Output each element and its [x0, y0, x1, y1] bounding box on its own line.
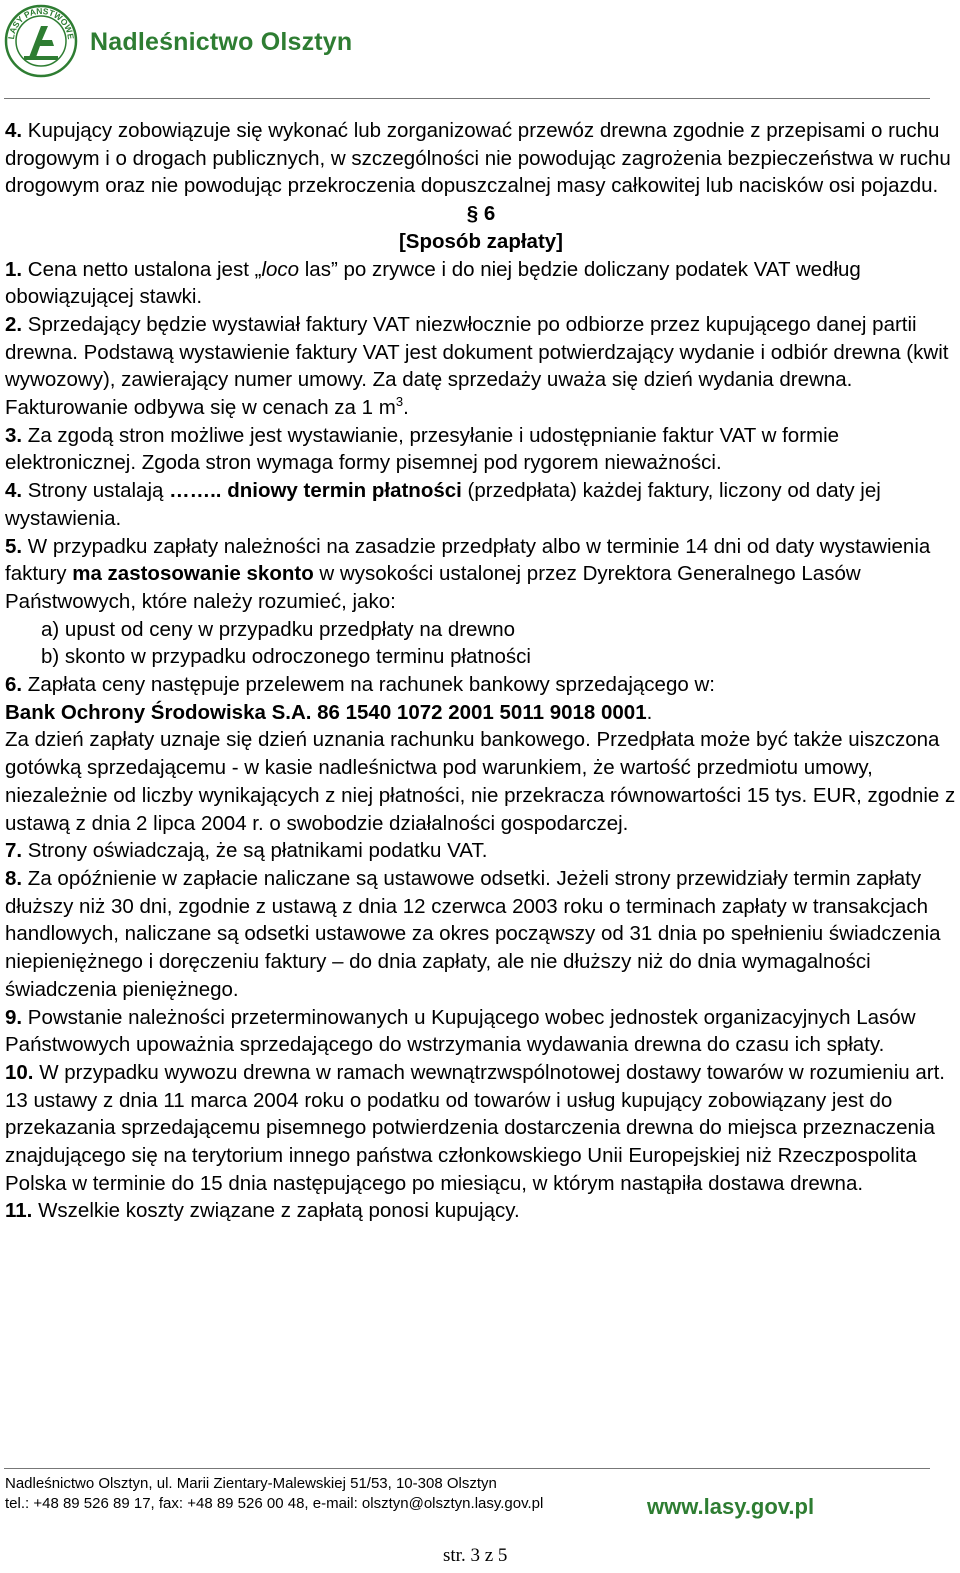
clause-3 [5, 422, 957, 477]
clause-number: 10. [5, 1060, 34, 1084]
section-title: [Sposób zapłaty] [398, 229, 563, 253]
footer-address: Nadleśnictwo Olsztyn, ul. Marii Zientary-Malewskiej 51/53, 10-308 Olsztyn [5, 1475, 497, 1492]
clause-1 [5, 256, 957, 311]
clause-6 [5, 671, 957, 699]
paragraph-number: 4. [5, 119, 23, 142]
clause-text: . [403, 396, 409, 420]
blank-placeholder: …….. [169, 479, 222, 503]
clause-text: (przedpłata) każdej faktury, liczony od daty jej wystawienia. [5, 479, 881, 530]
document-body [5, 117, 957, 1225]
organization-name: Nadleśnictwo Olsztyn [90, 28, 353, 56]
bank-account [5, 699, 957, 727]
bank-account-number: Bank Ochrony Środowiska S.A. 86 1540 1072 2001 5011 9018 0001 [5, 700, 647, 724]
superscript: 3 [395, 394, 404, 410]
clause-text: w wysokości ustalonej przez Dyrektora Generalnego Lasów Państwowych, które należy rozumieć, jako: [5, 562, 861, 613]
section-mark: § 6 [466, 202, 496, 226]
clause-text: las” po zrywce i do niej będzie doliczany podatek VAT według obowiązującej stawki. [5, 257, 861, 309]
clause-text: Cena netto ustalona jest „ [22, 257, 262, 281]
footer-divider [4, 1468, 930, 1469]
clause-number: 3. [5, 423, 23, 447]
clause-number: 2. [5, 312, 23, 336]
clause-number: 1. [5, 257, 23, 281]
clause-number: 7. [5, 839, 23, 863]
svg-text:LASY PAŃSTWOWE: LASY PAŃSTWOWE [5, 5, 77, 40]
clause-7 [5, 837, 957, 865]
clause-text-bold: dniowy termin płatności [221, 479, 462, 503]
clause-text: Za zgodą stron możliwe jest wystawianie, przesyłanie i udostępnianie faktur VAT w formie elektronicznej. Zgoda stron wymaga formy pisemnej pod rygorem nieważności. [5, 423, 840, 475]
clause-text: W przypadku zapłaty należności na zasadzie przedpłaty albo w terminie 14 dni od daty wystawienia faktury [5, 534, 931, 586]
clause-number: 9. [5, 1005, 23, 1029]
clause-4 [5, 477, 957, 532]
paragraph-text: Kupujący zobowiązuje się wykonać lub zorganizować przewóz drewna zgodnie z przepisami o ruchu drogowym i o drogach publicznych, w szczególności nie powodując zagrożenia bezpieczeństwa w ruchu drogowym oraz nie powodując przekroczenia dopuszczalnej masy całkowitej lub nacisków osi pojazdu. [5, 119, 951, 198]
clause-number: 5. [5, 534, 23, 558]
clause-text: Wszelkie koszty związane z zapłatą ponosi kupujący. [32, 1199, 520, 1223]
list-item: b) skonto w przypadku odroczonego terminu płatności [41, 645, 531, 669]
lasy-panstwowe-logo-icon [4, 4, 78, 78]
clause-text: W przypadku wywozu drewna w ramach wewnątrzwspólnotowej dostawy towarów w rozumieniu art. 13 ustawy z dnia 11 marca 2004 roku o podatku od towarów i usług kupujący zobowiązany jest do przekazania sprzedającemu pisemnego potwierdzenia dostarczenia drewna do miejsca przeznaczenia znajdującego się na terytorium innego państwa członkowskiego Unii Europejskiej niż Rzeczpospolita Polska w terminie do 15 dnia następującego po miesiącu, w którym nastąpiła dostawa drewna. [5, 1060, 945, 1195]
clause-text: Za opóźnienie w zapłacie naliczane są ustawowe odsetki. Jeżeli strony przewidziały termin zapłaty dłuższy niż 30 dni, zgodnie z ustawą z dnia 12 czerwca 2003 roku o terminach zapłaty w transakcjach handlowych, naliczane są odsetki ustawowe za okres począwszy od 31 dnia po spełnieniu świadczenia niepieniężnego i doręczeniu faktury – do dnia zapłaty, ale nie dłuższy niż do dnia wymagalności świadczenia pieniężnego. [5, 866, 941, 1001]
clause-5 [5, 533, 957, 616]
page-header [0, 0, 960, 100]
paragraph-4 [5, 117, 957, 200]
clause-text: Strony oświadczają, że są płatnikami podatku VAT. [22, 839, 488, 863]
list-item: a) upust od ceny w przypadku przedpłaty na drewno [41, 617, 516, 641]
clause-text: Zapłata ceny następuje przelewem na rachunek bankowy sprzedającego w: [22, 673, 715, 697]
clause-10 [5, 1059, 957, 1198]
clause-text-italic: loco [261, 257, 300, 281]
clause-8 [5, 865, 957, 1004]
clause-11 [5, 1197, 957, 1225]
clause-number: 11. [5, 1199, 33, 1223]
clause-text: Strony ustalają [22, 479, 170, 503]
clause-2 [5, 311, 957, 422]
clause-9 [5, 1004, 957, 1059]
clause-number: 4. [5, 479, 23, 503]
footer-contact: tel.: +48 89 526 89 17, fax: +48 89 526 00 48, e-mail: olsztyn@olsztyn.lasy.gov.pl [5, 1495, 544, 1512]
footer-website-link[interactable]: www.lasy.gov.pl [647, 1494, 815, 1519]
page-number: str. 3 z 5 [443, 1545, 508, 1566]
clause-number: 8. [5, 866, 23, 890]
clause-text-bold: ma zastosowanie skonto [72, 562, 314, 586]
clause-text: . [646, 700, 653, 724]
clause-number: 6. [5, 673, 23, 697]
clause-text: Sprzedający będzie wystawiał faktury VAT niezwłocznie po odbiorze przez kupującego danej partii drewna. Podstawą wystawienie faktury VAT jest dokument potwierdzający wydanie i odbiór drewna (kwit wywozowy), zawierający numer umowy. Za datę sprzedaży uważa się dzień wydania drewna. Fakturowanie odbywa się w cenach za 1 m [5, 312, 949, 420]
clause-6-continued: Za dzień zapłaty uznaje się dzień uznania rachunku bankowego. Przedpłata może być także uiszczona gotówką sprzedającemu - w kasie nadleśnictwa pod warunkiem, że wartość przedmiotu umowy, niezależnie od liczby wynikających z niej płatności, nie przekracza równowartości 15 tys. EUR, zgodnie z ustawą z dnia 2 lipca 2004 r. o swobodzie działalności gospodarczej. [5, 728, 956, 835]
header-divider [4, 98, 930, 99]
clause-text: Powstanie należności przeterminowanych u Kupującego wobec jednostek organizacyjnych Lasów Państwowych upoważnia sprzedającego do wstrzymania wydawania drewna do czasu ich spłaty. [5, 1005, 916, 1057]
